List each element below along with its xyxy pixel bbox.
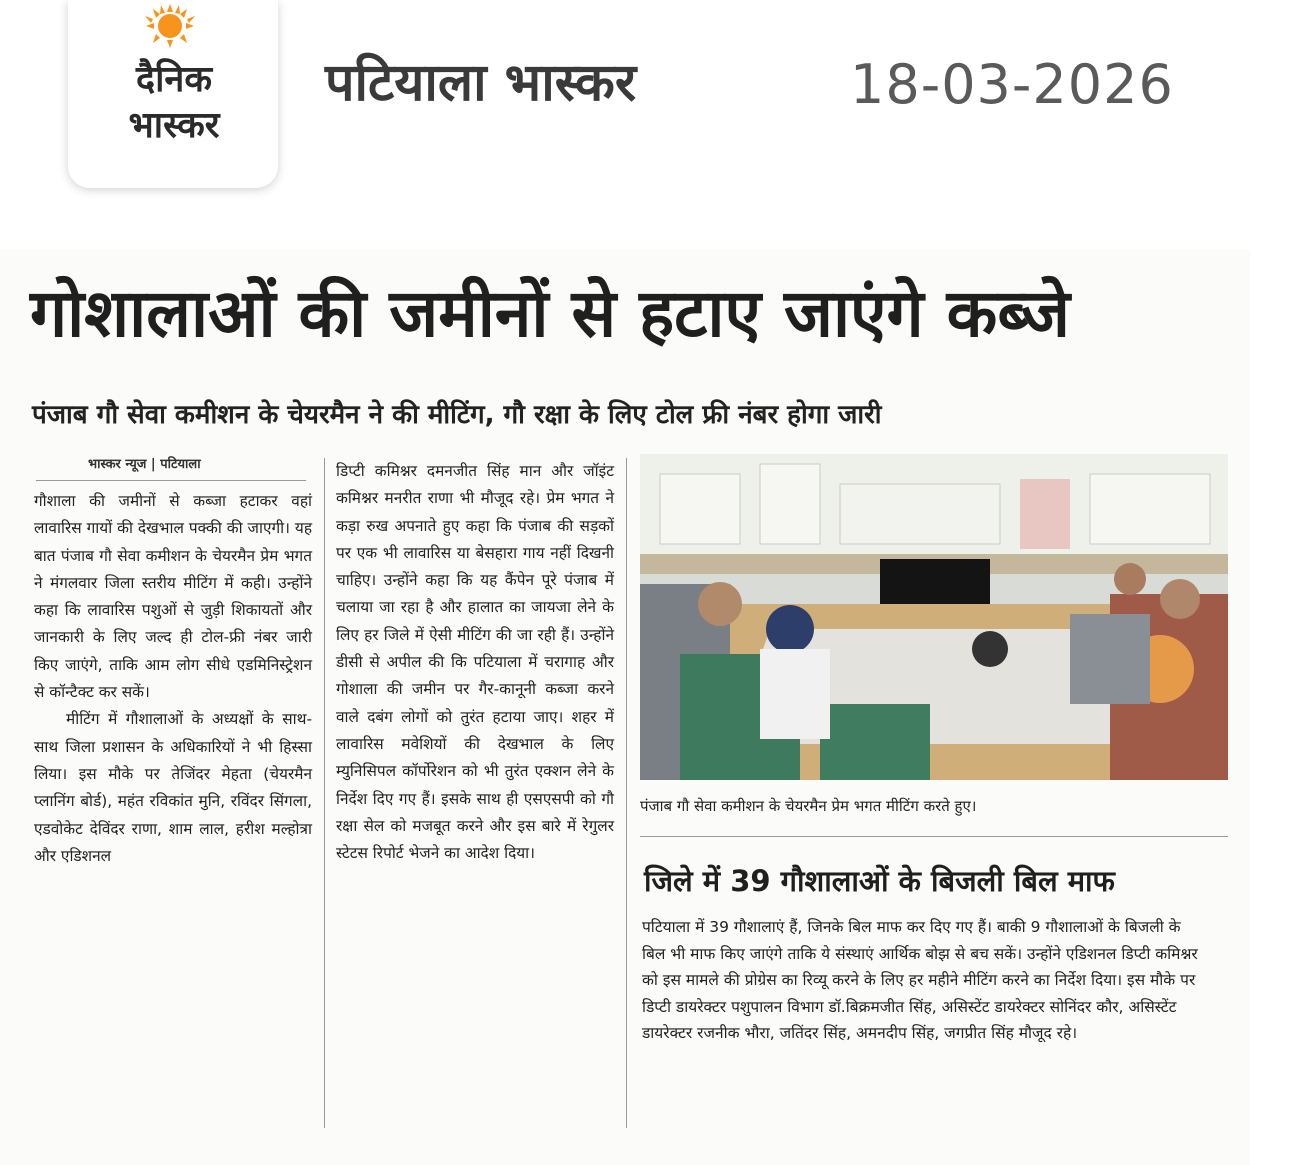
masthead <box>0 0 1290 200</box>
article-paragraph: डिप्टी कमिश्नर दमनजीत सिंह मान और जॉइंट कमिश्नर मनरीत राणा भी मौजूद रहे। प्रेम भगत ने कड़ा रुख अपनाते हुए कहा कि पंजाब की सड़कों पर एक भी लावारिस या बेसहारा गाय नहीं दिखनी चाहिए। उन्होंने कहा कि यह कैंपेन पूरे पंजाब में चलाया जा रहा है और हालात का जायजा लेने के लिए हर जिले में ऐसी मीटिंग की जा रही हैं। उन्होंने डीसी से अपील की कि पटियाला में चरागाह और गोशाला की जमीन पर गैर-कानूनी कब्जा करने वाले दबंग लोगों को तुरंत हटाया जाए। शहर में लावारिस मवेशियों की देखभाल के लिए म्युनिसिपल कॉर्पोरेशन को भी तुरंत एक्शन लेने के निर्देश दिए गए हैं। इसके साथ ही एसएसपी को गौ रक्षा सेल को मजबूत करने और इस बारे में रेगुलर स्टेटस रिपोर्ट भेजने का आदेश दिया। <box>336 462 614 863</box>
article-byline: भास्कर न्यूज | पटियाला <box>88 457 201 472</box>
edition-name: पटियाला भास्कर <box>325 53 637 113</box>
article-headline: गोशालाओं की जमीनों से हटाए जाएंगे कब्जे <box>30 275 1071 352</box>
section-divider <box>640 836 1228 837</box>
sidebar-story-body: पटियाला में 39 गौशालाएं हैं, जिनके बिल माफ कर दिए गए हैं। बाकी 9 गौशालाओं के बिजली के बिल भी माफ किए जाएंगे ताकि ये संस्थाएं आर्थिक बोझ से बच सकें। उन्होंने एडिशनल डिप्टी कमिश्नर को इस मामले की प्रोग्रेस का रिव्यू करने के लिए हर महीने मीटिंग करने का निर्देश दिया। इस मौके पर डिप्टी डायरेक्टर पशुपालन विभाग डॉ.बिक्रमजीत सिंह, असिस्टेंट डायरेक्टर सोनिंदर कौर, असिस्टेंट डायरेक्टर रजनीक भौरा, जतिंदर सिंह, अमनदीप सिंह, जगप्रीत सिंह मौजूद रहे। <box>642 918 1198 1042</box>
byline-divider <box>36 480 306 481</box>
article-paragraph: मीटिंग में गौशालाओं के अध्यक्षों के साथ-साथ जिला प्रशासन के अधिकारियों ने भी हिस्सा लिया। इस मौके पर तेजिंदर मेहता (चेयरमैन प्लानिंग बोर्ड), महंत रविकांत मुनि, रविंदर सिंगला, एडवोकेट देविंदर राणा, शाम लाल, हरीश मल्होत्रा और एडिशनल <box>34 710 312 865</box>
brand-logo-text: दैनिक <box>135 59 213 100</box>
sidebar-story-headline: जिले में 39 गौशालाओं के बिजली बिल माफ <box>644 864 1115 898</box>
meeting-photo <box>640 454 1228 780</box>
column-divider <box>626 458 627 1128</box>
column-divider <box>324 458 325 1128</box>
article-paragraph: गौशाला की जमीनों से कब्जा हटाकर वहां लावारिस गायों की देखभाल पक्की की जाएगी। यह बात पंजाब गौ सेवा कमीशन के चेयरमैन प्रेम भगत ने मंगलवार जिला स्तरीय मीटिंग में कही। उन्होंने कहा कि लावारिस पशुओं से जुड़ी शिकायतों और जानकारी के लिए जल्द ही टोल-फ्री नंबर जारी किए जाएंगे, ताकि आम लोग सीधे एडमिनिस्ट्रेशन से कॉन्टैक्ट कर सकें। <box>34 492 312 702</box>
brand-logo-text: भास्कर <box>128 105 220 146</box>
edition-date: 18-03-2026 <box>850 53 1174 116</box>
photo-caption: पंजाब गौ सेवा कमीशन के चेयरमैन प्रेम भगत मीटिंग करते हुए। <box>640 797 977 815</box>
article-column-2 <box>336 458 614 867</box>
article-column-1 <box>34 488 312 870</box>
article-subheadline: पंजाब गौ सेवा कमीशन के चेयरमैन ने की मीटिंग, गौ रक्षा के लिए टोल फ्री नंबर होगा जारी <box>32 400 882 430</box>
sun-logo-icon <box>142 4 198 52</box>
